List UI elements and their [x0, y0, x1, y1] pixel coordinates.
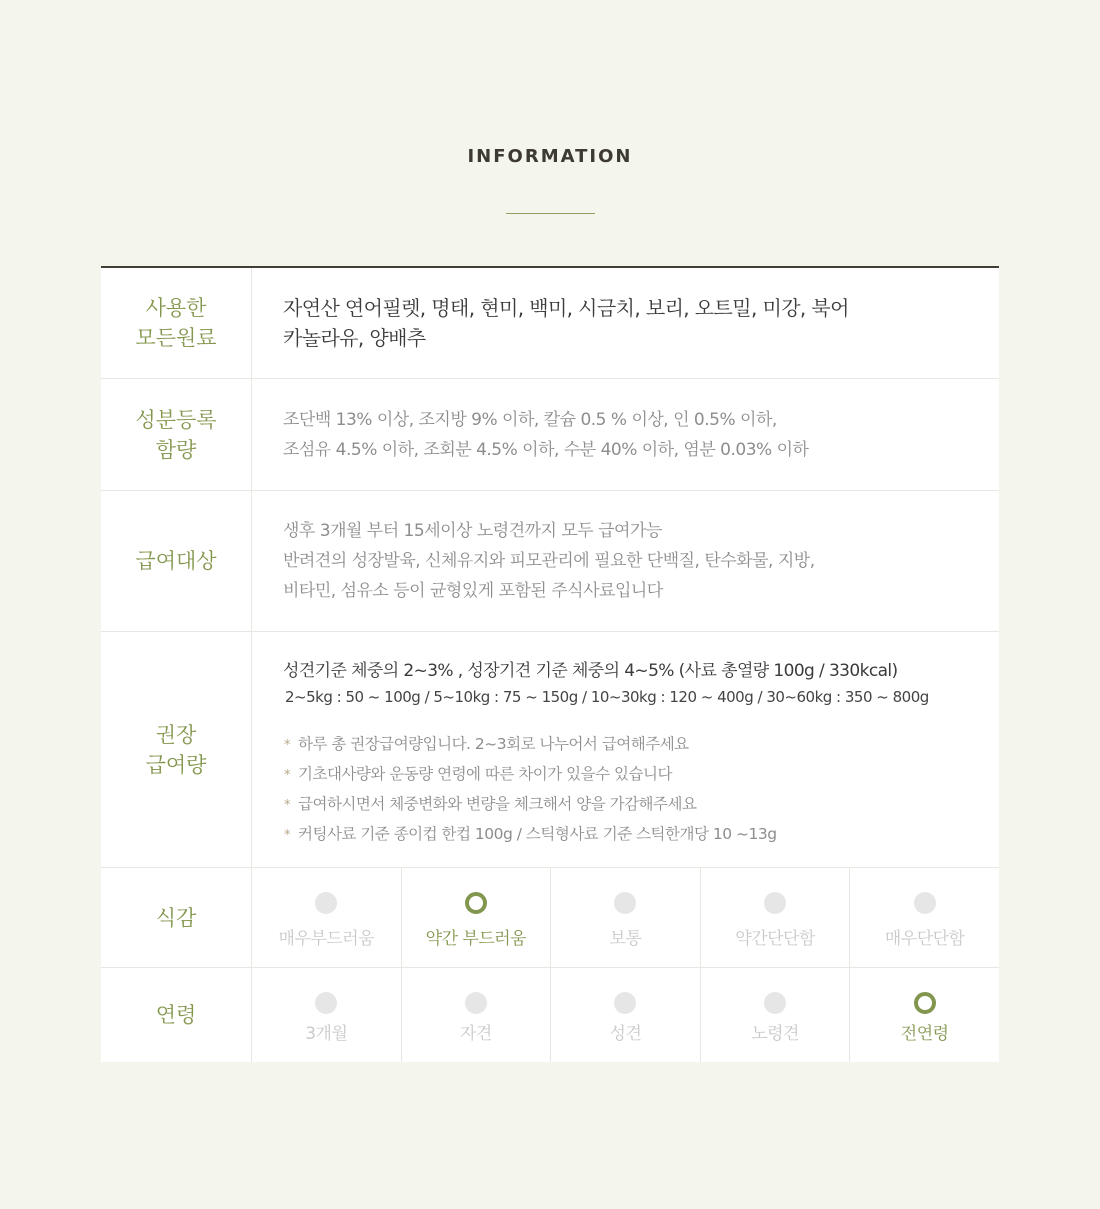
target-text [252, 491, 999, 631]
note-item [283, 790, 999, 820]
row-header [101, 968, 252, 1062]
age-scale [252, 968, 999, 1062]
text-line: 생후 3개월 부터 15세이상 노령견까지 모두 급여가능 [283, 521, 662, 541]
note-text: 기초대사량와 운동량 연령에 따른 차이가 있을수 있습니다 [298, 765, 672, 783]
option-label: 전연령 [900, 1024, 949, 1044]
row-header-line: 사용한 [145, 296, 207, 320]
note-text: 커팅사료 기준 종이컵 한컵 100g / 스틱형사료 기준 스틱한개당 10 ~13g [298, 825, 777, 843]
age-option [550, 968, 700, 1062]
radio-dot-icon [764, 992, 786, 1014]
radio-dot-icon [614, 892, 636, 914]
text-line: 반려견의 성장발육, 신체유지와 피모관리에 필요한 단백질, 탄수화물, 지방, [283, 551, 815, 571]
row-header [101, 379, 252, 490]
row-header [101, 632, 252, 867]
row-texture [101, 868, 999, 968]
age-option [401, 968, 551, 1062]
note-item [283, 760, 999, 790]
texture-option [252, 868, 401, 967]
row-header-line: 모든원료 [135, 326, 217, 350]
row-composition [101, 379, 999, 491]
section-title: INFORMATION [467, 146, 633, 167]
feeding-amounts: 2~5kg : 50 ~ 100g / 5~10kg : 75 ~ 150g / 10~30kg : 120 ~ 400g / 30~60kg : 350 ~ 800g [285, 688, 929, 706]
texture-option [849, 868, 999, 967]
radio-dot-icon [764, 892, 786, 914]
radio-dot-icon [914, 992, 936, 1014]
radio-dot-icon [315, 992, 337, 1014]
radio-dot-icon [315, 892, 337, 914]
option-label: 매우단단함 [884, 929, 965, 949]
row-header [101, 868, 252, 967]
option-label: 자견 [459, 1024, 492, 1044]
option-label: 노령견 [751, 1024, 799, 1044]
row-header-line: 함량 [155, 437, 197, 462]
text-line: 자연산 연어필렛, 명태, 현미, 백미, 시금치, 보리, 오트밀, 미강, 북어 [283, 296, 849, 320]
option-label: 3개월 [305, 1024, 348, 1044]
text-line: 조단백 13% 이상, 조지방 9% 이하, 칼슘 0.5 % 이상, 인 0.5% 이하, [283, 409, 777, 430]
text-line: 비타민, 섬유소 등이 균형있게 포함된 주식사료입니다 [283, 581, 663, 601]
texture-option [700, 868, 850, 967]
row-age [101, 968, 999, 1062]
note-text: 하루 총 권장급여량입니다. 2~3회로 나누어서 급여해주세요 [298, 735, 689, 753]
row-header [101, 491, 252, 631]
row-header-line: 급여량 [145, 752, 207, 777]
radio-dot-icon [465, 892, 487, 914]
info-table [101, 266, 999, 1062]
note-item [283, 820, 999, 850]
composition-text [252, 379, 999, 490]
row-target [101, 491, 999, 632]
texture-option [550, 868, 700, 967]
feeding-ratio: 성견기준 체중의 2~3% , 성장기견 기준 체중의 4~5% (사료 총열량 100g / 330kcal) [283, 661, 898, 681]
asterisk-icon: * [284, 798, 290, 813]
title-divider [506, 213, 595, 214]
feeding-notes [283, 730, 999, 850]
option-label: 성견 [609, 1024, 642, 1044]
radio-dot-icon [614, 992, 636, 1014]
row-header-line: 연령 [155, 1003, 197, 1027]
asterisk-icon: * [284, 768, 290, 783]
row-header-line: 성분등록 [135, 407, 217, 432]
radio-dot-icon [465, 992, 487, 1014]
texture-scale [252, 868, 999, 967]
text-line: 조섬유 4.5% 이하, 조회분 4.5% 이하, 수분 40% 이하, 염분 0.03% 이하 [283, 439, 809, 460]
asterisk-icon: * [284, 738, 290, 753]
ingredients-text [252, 268, 999, 378]
option-label: 약간 부드러움 [425, 929, 527, 949]
row-header [101, 268, 252, 378]
option-label: 약간단단함 [735, 929, 815, 949]
note-item [283, 730, 999, 760]
age-option [700, 968, 850, 1062]
note-text: 급여하시면서 체중변화와 변량을 체크해서 양을 가감해주세요 [298, 795, 697, 813]
feeding-content [252, 632, 999, 867]
option-label: 보통 [609, 929, 642, 949]
age-option [849, 968, 999, 1062]
row-header-line: 급여대상 [135, 549, 217, 573]
row-header-line: 식감 [155, 905, 197, 930]
asterisk-icon: * [284, 828, 290, 843]
radio-dot-icon [914, 892, 936, 914]
row-feeding [101, 632, 999, 868]
option-label: 매우부드러움 [278, 929, 375, 949]
text-line: 카놀라유, 양배추 [283, 326, 426, 350]
texture-option [401, 868, 551, 967]
age-option [252, 968, 401, 1062]
row-header-line: 권장 [155, 722, 197, 747]
row-ingredients [101, 268, 999, 379]
